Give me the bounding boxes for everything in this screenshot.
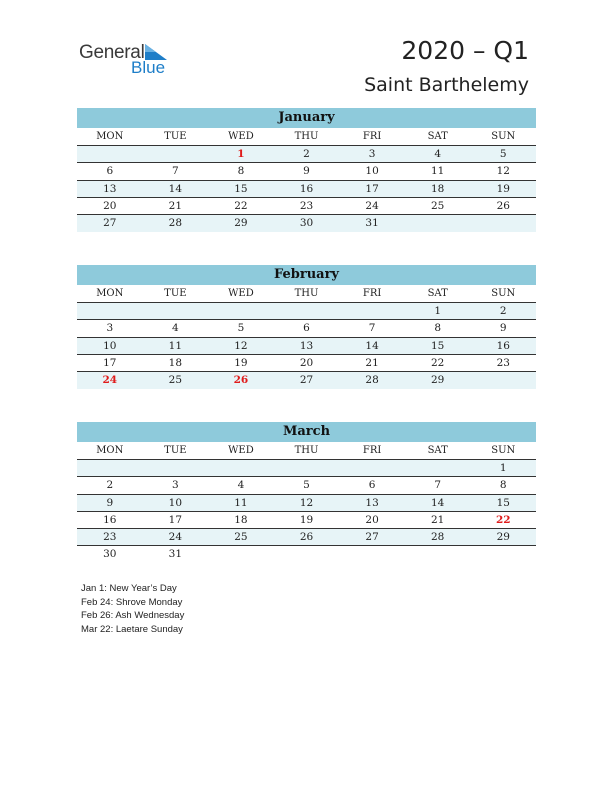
week-row xyxy=(77,320,536,337)
week-row xyxy=(77,477,536,494)
day-cell: 14 xyxy=(430,496,445,509)
weekday-label: WED xyxy=(228,131,254,142)
day-cell: 29 xyxy=(496,531,510,544)
generalblue-logo xyxy=(79,40,189,80)
week-row xyxy=(77,546,536,563)
day-cell: 13 xyxy=(299,339,314,352)
empty-day-cell xyxy=(143,303,209,319)
week-row xyxy=(77,303,536,320)
day-cell: 9 xyxy=(106,496,114,509)
day-cell: 7 xyxy=(368,322,376,335)
day-cell: 22 xyxy=(234,199,248,212)
weekday-label: MON xyxy=(96,131,124,142)
empty-day-cell xyxy=(208,460,274,476)
day-cell: 19 xyxy=(299,513,314,526)
day-cell: 26 xyxy=(299,531,314,544)
empty-day-cell xyxy=(208,546,274,563)
day-cell: 24 xyxy=(168,531,183,544)
day-cell: 18 xyxy=(168,356,183,369)
empty-day-cell xyxy=(77,146,143,162)
day-cell: 15 xyxy=(496,496,510,509)
day-cell: 21 xyxy=(168,199,183,212)
day-cell: 29 xyxy=(234,217,248,230)
day-cell: 24 xyxy=(102,374,118,387)
day-cell: 20 xyxy=(103,199,117,212)
week-row xyxy=(77,355,536,372)
day-cell: 23 xyxy=(299,199,314,212)
day-cell: 11 xyxy=(168,339,183,352)
day-cell: 26 xyxy=(496,199,510,212)
day-cell: 12 xyxy=(234,339,248,352)
week-row xyxy=(77,460,536,477)
day-cell: 27 xyxy=(103,217,117,230)
empty-day-cell xyxy=(339,546,405,563)
month-march xyxy=(77,422,536,564)
day-cell: 5 xyxy=(499,148,507,160)
empty-day-cell xyxy=(405,215,471,232)
day-cell: 30 xyxy=(299,217,314,230)
day-cell: 29 xyxy=(430,374,445,387)
empty-day-cell xyxy=(274,460,340,476)
day-cell: 3 xyxy=(172,479,179,492)
holiday-note: Feb 24: Shrove Monday xyxy=(81,596,183,608)
weekday-label: THU xyxy=(294,131,319,142)
empty-day-cell xyxy=(470,215,536,232)
month-february xyxy=(77,265,536,389)
day-cell: 26 xyxy=(233,374,249,387)
weekday-header-row xyxy=(77,442,536,460)
day-cell: 16 xyxy=(103,513,117,526)
day-cell: 4 xyxy=(172,322,179,335)
day-cell: 18 xyxy=(430,182,445,195)
week-row xyxy=(77,215,536,232)
weekday-label: MON xyxy=(96,445,124,456)
month-january xyxy=(77,108,536,232)
empty-day-cell xyxy=(339,303,405,319)
day-cell: 7 xyxy=(172,165,179,178)
weekday-label: SUN xyxy=(491,288,516,299)
day-cell: 18 xyxy=(234,513,248,526)
day-cell: 8 xyxy=(237,165,245,178)
day-cell: 1 xyxy=(499,462,507,474)
month-title: January xyxy=(77,108,536,128)
day-cell: 25 xyxy=(430,199,445,212)
day-cell: 7 xyxy=(434,479,442,492)
day-cell: 17 xyxy=(103,356,117,369)
empty-day-cell xyxy=(77,303,143,319)
empty-day-cell xyxy=(208,303,274,319)
day-cell: 5 xyxy=(303,479,310,492)
holiday-note: Feb 26: Ash Wednesday xyxy=(81,610,185,622)
weekday-label: TUE xyxy=(164,445,187,456)
day-cell: 4 xyxy=(434,148,442,160)
weekday-label: MON xyxy=(96,288,124,299)
week-row xyxy=(77,529,536,546)
day-cell: 10 xyxy=(365,165,379,178)
day-cell: 17 xyxy=(168,513,183,526)
weekday-label: TUE xyxy=(164,288,187,299)
day-cell: 10 xyxy=(103,339,117,352)
empty-day-cell xyxy=(274,303,340,319)
day-cell: 21 xyxy=(430,513,445,526)
day-cell: 27 xyxy=(365,531,379,544)
weekday-label: THU xyxy=(294,288,319,299)
weekday-label: SUN xyxy=(491,131,516,142)
page-subtitle: Saint Barthelemy xyxy=(364,74,529,96)
day-cell: 25 xyxy=(234,531,248,544)
month-title: February xyxy=(77,265,536,285)
day-cell: 6 xyxy=(303,322,310,335)
weekday-label: THU xyxy=(294,445,319,456)
weekday-label: TUE xyxy=(164,131,187,142)
logo-text-general: General xyxy=(79,42,145,63)
day-cell: 12 xyxy=(496,165,510,178)
weekday-label: WED xyxy=(228,445,254,456)
empty-day-cell xyxy=(77,460,143,476)
day-cell: 2 xyxy=(499,305,507,317)
day-cell: 13 xyxy=(365,496,379,509)
week-row xyxy=(77,146,536,163)
day-cell: 28 xyxy=(365,374,379,387)
day-cell: 15 xyxy=(430,339,445,352)
day-cell: 16 xyxy=(299,182,314,195)
day-cell: 6 xyxy=(368,479,376,492)
week-row xyxy=(77,512,536,529)
day-cell: 28 xyxy=(430,531,445,544)
day-cell: 22 xyxy=(495,513,511,526)
empty-day-cell xyxy=(405,460,471,476)
empty-day-cell xyxy=(274,546,340,563)
day-cell: 23 xyxy=(103,531,117,544)
weekday-label: SUN xyxy=(491,445,516,456)
weekday-header-row xyxy=(77,285,536,303)
day-cell: 1 xyxy=(237,148,245,160)
day-cell: 4 xyxy=(237,479,245,492)
empty-day-cell xyxy=(143,146,209,162)
empty-day-cell xyxy=(143,460,209,476)
day-cell: 14 xyxy=(365,339,379,352)
weekday-label: SAT xyxy=(427,131,448,142)
day-cell: 2 xyxy=(106,479,114,492)
week-row xyxy=(77,163,536,180)
week-row xyxy=(77,198,536,215)
day-cell: 24 xyxy=(365,199,379,212)
empty-day-cell xyxy=(405,546,471,563)
day-cell: 17 xyxy=(365,182,379,195)
day-cell: 1 xyxy=(434,305,442,317)
day-cell: 13 xyxy=(103,182,117,195)
month-title: March xyxy=(77,422,536,442)
day-cell: 6 xyxy=(106,165,114,178)
day-cell: 14 xyxy=(168,182,183,195)
weekday-header-row xyxy=(77,128,536,146)
week-row xyxy=(77,181,536,198)
empty-day-cell xyxy=(470,546,536,563)
week-row xyxy=(77,338,536,355)
day-cell: 31 xyxy=(168,548,183,561)
weekday-label: FRI xyxy=(362,445,382,456)
day-cell: 5 xyxy=(237,322,245,335)
day-cell: 19 xyxy=(496,182,510,195)
holiday-notes xyxy=(81,582,184,636)
day-cell: 20 xyxy=(365,513,379,526)
day-cell: 27 xyxy=(299,374,314,387)
empty-day-cell xyxy=(339,460,405,476)
day-cell: 9 xyxy=(499,322,507,335)
day-cell: 2 xyxy=(303,148,310,160)
day-cell: 30 xyxy=(103,548,117,561)
weekday-label: FRI xyxy=(362,288,382,299)
empty-day-cell xyxy=(470,372,536,389)
day-cell: 12 xyxy=(299,496,314,509)
holiday-note: Jan 1: New Year’s Day xyxy=(81,583,177,594)
day-cell: 3 xyxy=(106,322,114,335)
holiday-note: Mar 22: Laetare Sunday xyxy=(81,623,183,635)
weekday-label: SAT xyxy=(427,445,448,456)
day-cell: 3 xyxy=(368,148,376,160)
day-cell: 16 xyxy=(496,339,510,352)
week-row xyxy=(77,495,536,512)
day-cell: 15 xyxy=(234,182,248,195)
logo-text-blue: Blue xyxy=(131,58,166,77)
day-cell: 25 xyxy=(168,374,183,387)
week-row xyxy=(77,372,536,389)
day-cell: 21 xyxy=(365,356,379,369)
page-title: 2020 – Q1 xyxy=(401,36,529,65)
day-cell: 19 xyxy=(234,356,248,369)
day-cell: 11 xyxy=(234,496,248,509)
day-cell: 8 xyxy=(499,479,507,492)
weekday-label: FRI xyxy=(362,131,382,142)
day-cell: 31 xyxy=(365,217,379,230)
weekday-label: WED xyxy=(228,288,254,299)
day-cell: 9 xyxy=(303,165,310,178)
day-cell: 20 xyxy=(299,356,314,369)
day-cell: 8 xyxy=(434,322,442,335)
day-cell: 22 xyxy=(430,356,445,369)
day-cell: 23 xyxy=(496,356,510,369)
day-cell: 28 xyxy=(168,217,183,230)
weekday-label: SAT xyxy=(427,288,448,299)
day-cell: 10 xyxy=(168,496,183,509)
day-cell: 11 xyxy=(430,165,445,178)
